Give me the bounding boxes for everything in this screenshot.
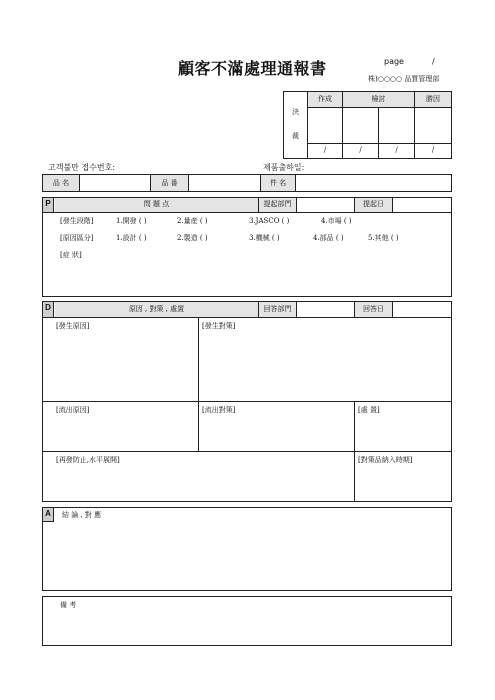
problem-section-marker: P <box>42 197 54 213</box>
conclusion-section-marker: A <box>42 507 54 522</box>
approval-date-4[interactable]: / <box>431 146 435 154</box>
stage-option-jasco[interactable]: 3.JASCO ( ) <box>249 217 290 225</box>
approval-side-label-top: 決 <box>292 108 299 116</box>
raise-date-label: 提起日 <box>363 200 384 208</box>
approval-col-win-cause: 勝因 <box>426 95 440 103</box>
outflow-measure-label: [流出對策] <box>202 406 236 414</box>
approval-date-3[interactable]: / <box>395 146 398 154</box>
raise-date-field[interactable] <box>393 198 451 212</box>
cause-classification-label: [原因區分] <box>60 234 94 242</box>
stage-option-market[interactable]: 4.市場 ( ) <box>321 217 352 225</box>
reply-date-label: 回答日 <box>363 305 384 313</box>
shipment-date-label: 제품출하일: <box>263 163 305 172</box>
product-number-label: 品 番 <box>161 179 178 187</box>
conclusion-field[interactable] <box>56 524 448 588</box>
countermeasure-header: 原因 , 對策 , 處置 <box>128 305 185 313</box>
page-separator: / <box>432 57 435 66</box>
approval-date-2[interactable]: / <box>359 146 362 154</box>
occurrence-measure-label: [發生對策] <box>202 322 236 330</box>
recurrence-prevention-label: [再發防止,水平展開] <box>56 456 120 464</box>
reply-dept-field[interactable] <box>297 302 354 317</box>
cause-option-design[interactable]: 1.設計 ( ) <box>116 234 147 242</box>
product-number-field[interactable] <box>189 175 260 191</box>
cause-option-manufacturing[interactable]: 2.製造 ( ) <box>177 234 208 242</box>
company-department: 株)○○○○ 品質管理部 <box>368 75 440 83</box>
approval-date-1[interactable]: / <box>323 146 327 154</box>
approval-side-label-bottom: 裁 <box>292 132 299 140</box>
countermeasure-section-marker: D <box>42 301 54 318</box>
receipt-number-label: 고객불만 접수번호: <box>48 163 116 172</box>
problem-header: 問 題 点 <box>143 200 170 208</box>
remarks-label: 備 考 <box>60 601 77 609</box>
cause-option-other[interactable]: 5.其他 ( ) <box>368 234 399 242</box>
approval-col-prepared: 作成 <box>318 95 332 103</box>
stage-option-development[interactable]: 1.開發 ( ) <box>116 217 147 225</box>
subject-field[interactable] <box>296 175 451 191</box>
product-name-label: 品 名 <box>52 179 70 187</box>
symptom-label: [症 狀] <box>60 251 82 259</box>
cause-option-parts[interactable]: 4.部品 ( ) <box>313 234 344 242</box>
raise-dept-label: 提起部門 <box>263 200 292 208</box>
subject-label: 件 名 <box>269 179 287 187</box>
cause-option-machine[interactable]: 3.機械 ( ) <box>249 234 280 242</box>
reply-date-field[interactable] <box>393 302 451 317</box>
product-name-field[interactable] <box>80 175 150 191</box>
raise-dept-field[interactable] <box>297 198 354 212</box>
conclusion-header: 結 論 , 對 應 <box>62 511 102 519</box>
occurrence-cause-label: [發生原因] <box>56 322 90 330</box>
stage-option-mass-production[interactable]: 2.量産 ( ) <box>177 217 208 225</box>
occurrence-stage-label: [發生段階] <box>60 217 94 225</box>
remarks-field[interactable] <box>56 612 448 642</box>
symptom-field[interactable] <box>60 262 448 294</box>
approval-col-review: 檢討 <box>371 95 386 103</box>
delivery-time-label: [對策品納入時期] <box>358 456 413 464</box>
document-title: 顧客不滿處理通報書 <box>178 59 327 78</box>
outflow-cause-label: [流出原因] <box>56 406 90 414</box>
disposal-label: [處 置] <box>358 406 380 414</box>
reply-dept-label: 回答部門 <box>263 305 292 313</box>
page-label: page <box>384 57 404 66</box>
